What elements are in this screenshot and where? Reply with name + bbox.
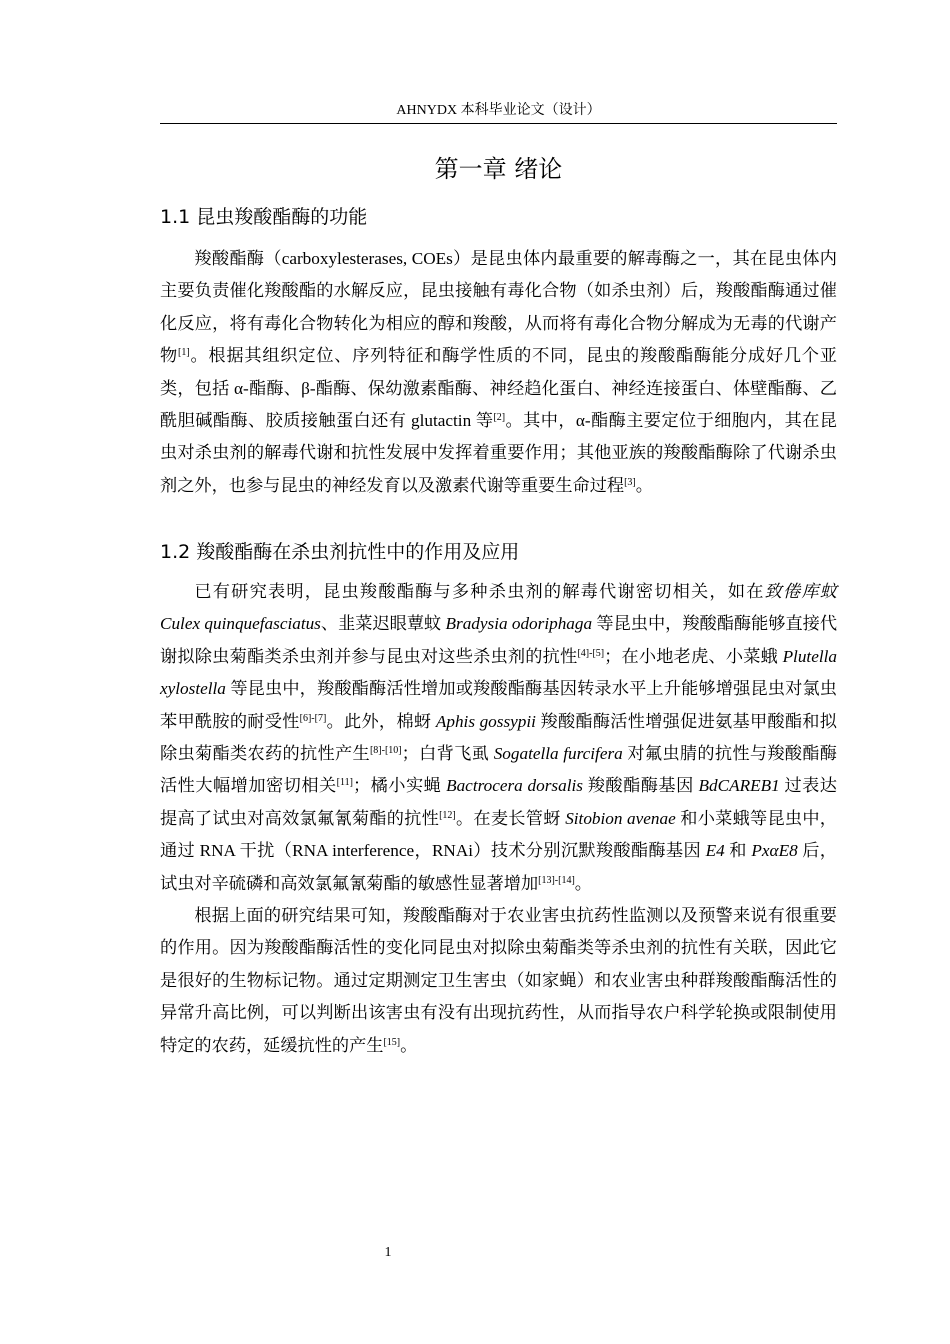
text-run: ；白背飞虱	[401, 744, 494, 764]
gene-name: PxαE8	[751, 841, 798, 861]
citation-ref: [2]	[493, 412, 506, 424]
text-run: ；在小地老虎、小菜蛾	[604, 646, 783, 666]
section-1-1-body	[160, 243, 837, 502]
text-run: 羧酸酯酶活性增强促进氨基甲酸酯和拟除虫菊酯类农药的抗性产生	[160, 711, 837, 764]
text-run: 后，试虫对辛硫磷和高效氯氟氰菊酯的敏感性显著增加	[160, 841, 837, 893]
text-run: 等昆虫中，羧酸酯酶活性增加或羧酸酯酶基因转录水平上升能够增强昆虫对氯虫苯甲酰胺的耐受性	[160, 679, 837, 731]
text-run: 和小菜蛾等昆虫中，通过 RNA 干扰（RNA interference，RNAi）技术分别沉默羧酸酯酶基因	[160, 808, 837, 861]
text-run: 和	[724, 841, 752, 861]
citation-ref: [1]	[177, 347, 190, 359]
header-rule	[160, 123, 837, 124]
text-run: 。其中，α-酯酶主要定位于细胞内，其在昆虫对杀虫剂的解毒代谢和抗性发展中发挥着重要作用；其他亚族的羧酸酯酶除了代谢杀虫剂之外，也参与昆虫的神经发育以及激素代谢等重要生命过程	[160, 411, 837, 495]
citation-ref: [6]-[7]	[299, 712, 327, 724]
species-name: Plutella xylostella	[160, 646, 837, 699]
species-name: Bactrocera dorsalis	[446, 776, 583, 796]
text-run: 。	[635, 475, 653, 495]
citation-ref: [13]-[14]	[538, 874, 575, 886]
species-name: 致倦库蚊 Culex quinquefasciatus	[160, 582, 837, 634]
citation-ref: [3]	[624, 476, 636, 488]
page-number: 1	[384, 1245, 392, 1260]
text-run: 。此外，棉蚜	[326, 711, 436, 731]
species-name: Bradysia odoriphaga	[445, 614, 593, 634]
text-run: ；橘小实蝇	[352, 776, 447, 796]
section-1-2-body	[160, 576, 837, 1062]
chapter-title: 第一章 绪论	[434, 155, 563, 183]
citation-ref: [8]-[10]	[369, 745, 402, 757]
citation-ref: [12]	[439, 809, 456, 821]
section-heading-1-1: 1.1 昆虫羧酸酯酶的功能	[160, 206, 368, 228]
text-run: 等昆虫中，羧酸酯酶能够直接代谢拟除虫菊酯类杀虫剂并参与昆虫对这些杀虫剂的抗性	[160, 614, 838, 666]
text-run: 已有研究表明，昆虫羧酸酯酶与多种杀虫剂的解毒代谢密切相关，如在	[194, 582, 765, 601]
species-name: Sitobion avenae	[565, 808, 676, 828]
paragraph	[160, 576, 837, 900]
running-header: AHNYDX 本科毕业论文（设计）	[396, 103, 601, 118]
text-run: 羧酸酯酶基因	[582, 776, 699, 796]
text-run: 过表达提高了试虫对高效氯氟氰菊酯的抗性	[160, 776, 837, 828]
text-run: 根据上面的研究结果可知，羧酸酯酶对于农业害虫抗药性监测以及预警来说有很重要的作用。因为羧酸酯酶活性的变化同昆虫对拟除虫菊酯类等杀虫剂的抗性有关联，因此它是很好的生物标记物。通过定期测定卫生害虫（如家蝇）和农业害虫种群羧酸酯酶活性的异常升高比例，可以判断出该害虫有没有出现抗药性，从而指导农户科学轮换或限制使用特定的农药，延缓抗性的产生	[160, 906, 837, 1055]
species-name: Aphis gossypii	[435, 711, 536, 731]
citation-ref: [11]	[336, 777, 353, 789]
text-run: 。在麦长管蚜	[455, 808, 566, 828]
gene-name: BdCAREB1	[698, 776, 780, 796]
text-run: 羧酸酯酶（carboxylesterases, COEs）是昆虫体内最重要的解毒酶之一，其在昆虫体内主要负责催化羧酸酯的水解反应，昆虫接触有毒化合物（如杀虫剂）后，羧酸酯酶通过催化反应，将有毒化合物转化为相应的醇和羧酸，从而将有毒化合物分解成为无毒的代谢产物	[160, 249, 837, 366]
gene-name: E4	[705, 841, 725, 861]
text-run: 对氟虫腈的抗性与羧酸酯酶活性大幅增加密切相关	[160, 744, 837, 796]
text-run: 。根据其组织定位、序列特征和酶学性质的不同，昆虫的羧酸酯酶能分成好几个亚类，包括 α-酯酶、β-酯酶、保幼激素酯酶、神经趋化蛋白、神经连接蛋白、体壁酯酶、乙酰胆碱酯酶、胶质接触蛋白还有 glutactin 等	[160, 346, 837, 431]
paragraph	[160, 900, 837, 1062]
species-name: Sogatella furcifera	[493, 744, 623, 764]
paragraph	[160, 243, 837, 502]
text-run: 。	[400, 1035, 418, 1055]
section-heading-1-2: 1.2 羧酸酯酶在杀虫剂抗性中的作用及应用	[160, 541, 520, 563]
text-run: 、韭菜迟眼蕈蚊	[320, 614, 446, 634]
citation-ref: [15]	[383, 1036, 401, 1048]
text-run: 。	[574, 873, 592, 893]
citation-ref: [4]-[5]	[577, 647, 605, 659]
